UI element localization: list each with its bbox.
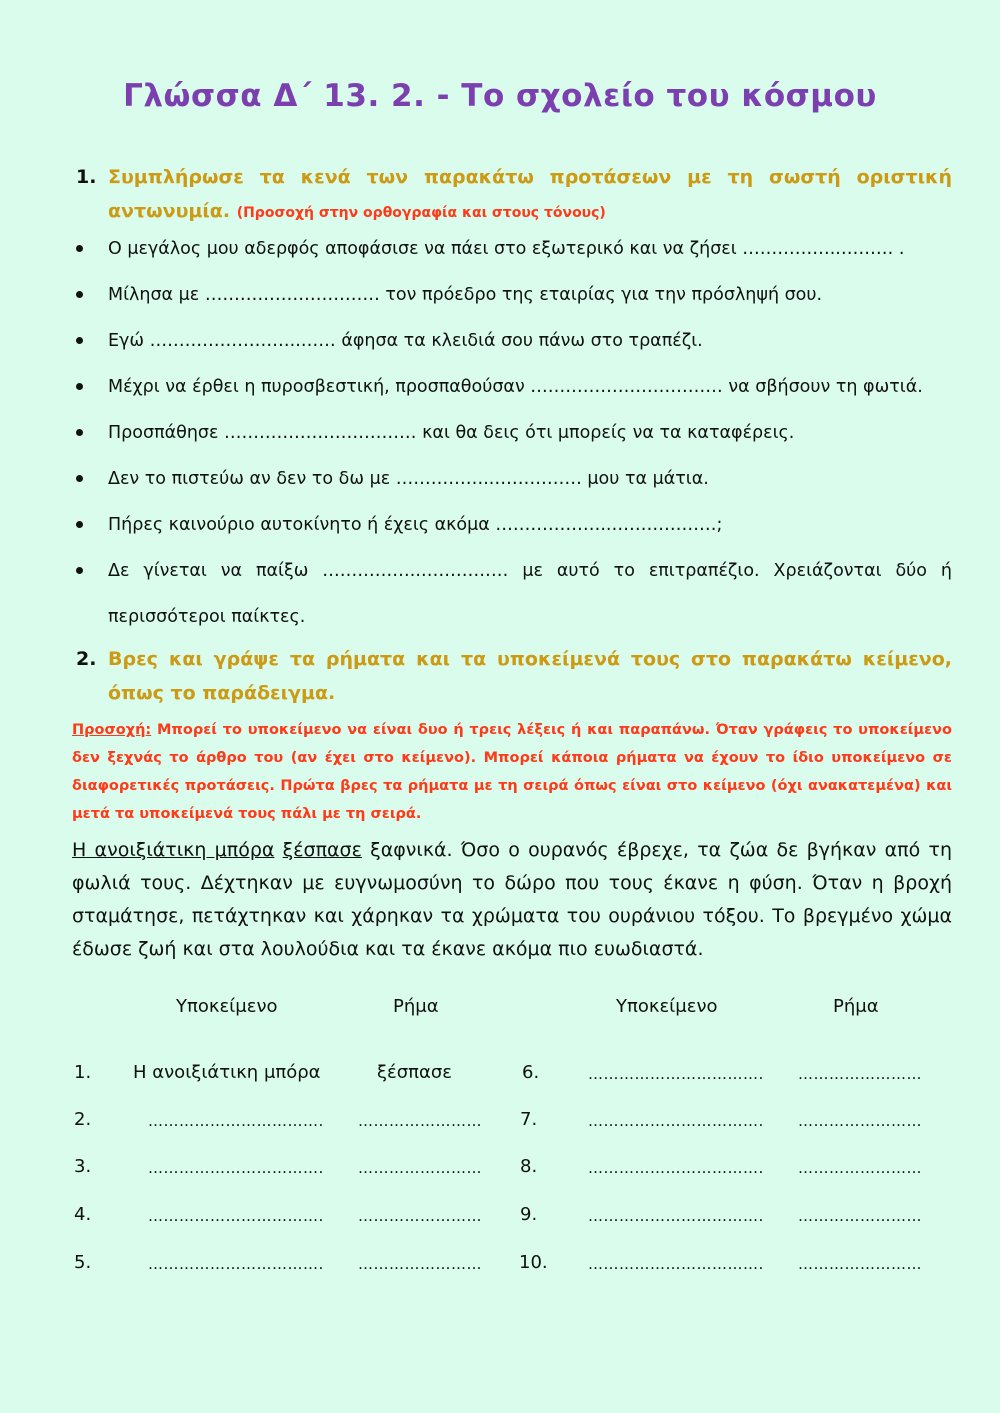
passage-verb-example: ξέσπασε	[282, 839, 362, 861]
row-verb: ξέσπασε	[377, 1062, 453, 1083]
row-subject: …………………………….	[588, 1159, 764, 1177]
bullet-icon	[76, 383, 83, 390]
sentence-text: Πήρες καινούριο αυτοκίνητο ή έχεις ακόμα ………………..………………;	[108, 515, 723, 535]
question-2-instruction: Βρες και γράψε τα ρήματα και τα υποκείμενά τους στο παρακάτω κείμενο, όπως το παράδειγμα.	[108, 648, 952, 704]
list-item	[76, 318, 952, 364]
header-subject-left: Υποκείμενο	[176, 996, 278, 1017]
header-verb-left: Ρήμα	[393, 996, 439, 1017]
row-verb: ……………………	[358, 1159, 482, 1177]
list-item	[76, 364, 952, 410]
passage-subject-example: Η ανοιξιάτικη μπόρα	[72, 839, 275, 861]
question-1-sentences	[76, 226, 952, 640]
question-1-instruction: Συμπλήρωσε τα κενά των παρακάτω προτάσεων με τη σωστή οριστική αντωνυμία.	[108, 166, 952, 222]
bullet-icon	[76, 567, 83, 574]
row-verb: ……………………	[798, 1159, 922, 1177]
header-subject-right: Υποκείμενο	[616, 996, 718, 1017]
sentence-text: Δε γίνεται να παίξω ……………..…………… με αυτό το επιτραπέζιο. Χρειάζονται δύο ή περισσότεροι παίκτες.	[108, 561, 952, 627]
list-item	[76, 548, 952, 640]
bullet-icon	[76, 475, 83, 482]
row-subject: …………………………….	[588, 1065, 764, 1083]
passage-text: ξαφνικά. Όσο ο ουρανός έβρεχε, τα ζώα δε βγήκαν από τη φωλιά τους. Δέχτηκαν με ευγνωμοσύνη το δώρο που τους έκανε η φύση. Όταν η βροχή σταμάτησε, πετάχτηκαν και χάρηκαν τα χρώματα του ουράνιου τόξου. Το βρεγμένο χώμα έδωσε ζωή και στα λουλούδια και τα έκανε ακόμα πιο ευωδιαστά.	[72, 839, 952, 960]
list-item	[76, 410, 952, 456]
question-1-number: 1.	[76, 166, 97, 188]
row-verb: ……………………	[798, 1207, 922, 1225]
list-item	[76, 272, 952, 318]
row-number: 1.	[74, 1062, 92, 1083]
question-2-number: 2.	[76, 648, 97, 670]
bullet-icon	[76, 337, 83, 344]
reading-passage	[72, 834, 952, 966]
row-number: 3.	[74, 1156, 92, 1177]
row-subject: …………………………….	[148, 1207, 324, 1225]
header-verb-right: Ρήμα	[833, 996, 879, 1017]
row-number: 6.	[522, 1062, 540, 1083]
row-subject: …………………………….	[148, 1112, 324, 1130]
row-subject: …………………………….	[148, 1255, 324, 1273]
question-1-header	[76, 160, 952, 230]
row-verb: ……………………	[798, 1255, 922, 1273]
sentence-text: Προσπάθησε …………………………… και θα δεις ότι μπορείς να τα καταφέρεις.	[108, 423, 795, 443]
list-item	[76, 456, 952, 502]
page-title: Γλώσσα Δ΄ 13. 2. - Το σχολείο του κόσμου	[123, 78, 877, 114]
row-number: 9.	[520, 1204, 538, 1225]
row-subject: …………………………….	[148, 1159, 324, 1177]
row-verb: ……………………	[798, 1065, 922, 1083]
bullet-icon	[76, 429, 83, 436]
list-item	[76, 502, 952, 548]
row-subject: Η ανοιξιάτικη μπόρα	[133, 1062, 321, 1083]
row-verb: ……………………	[358, 1255, 482, 1273]
warning-label: Προσοχή:	[72, 722, 152, 738]
row-verb: ……………………	[358, 1207, 482, 1225]
row-subject: …………………………….	[588, 1255, 764, 1273]
row-number: 7.	[520, 1109, 538, 1130]
sentence-text: Μέχρι να έρθει η πυροσβεστική, προσπαθούσαν …………………………… να σβήσουν τη φωτιά.	[108, 377, 923, 397]
list-item	[76, 226, 952, 272]
question-1-note: (Προσοχή στην ορθογραφία και στους τόνους)	[236, 205, 606, 221]
bullet-icon	[76, 291, 83, 298]
bullet-icon	[76, 245, 83, 252]
row-number: 5.	[74, 1252, 92, 1273]
row-number: 4.	[74, 1204, 92, 1225]
sentence-text: Εγώ ……………………..…… άφησα τα κλειδιά σου πάνω στο τραπέζι.	[108, 331, 703, 351]
row-number: 10.	[519, 1252, 548, 1273]
row-verb: ……………………	[358, 1112, 482, 1130]
sentence-text: Μίλησα με ………………………… τον πρόεδρο της εταιρίας για την πρόσληψή σου.	[108, 285, 823, 305]
row-verb: ……………………	[798, 1112, 922, 1130]
sentence-text: Ο μεγάλος μου αδερφός αποφάσισε να πάει στο εξωτερικό και να ζήσει ……………..……… .	[108, 239, 905, 259]
row-subject: …………………………….	[588, 1112, 764, 1130]
row-number: 2.	[74, 1109, 92, 1130]
bullet-icon	[76, 521, 83, 528]
warning-note	[72, 716, 952, 828]
row-subject: …………………………….	[588, 1207, 764, 1225]
question-2-header	[76, 642, 952, 710]
warning-text: Μπορεί το υποκείμενο να είναι δυο ή τρεις λέξεις ή και παραπάνω. Όταν γράφεις το υποκείμενο δεν ξεχνάς το άρθρο του (αν έχει στο κείμενο). Μπορεί κάποια ρήματα να έχουν το ίδιο υποκείμενο σε διαφορετικές προτάσεις. Πρώτα βρες τα ρήματα με τη σειρά όπως είναι στο κείμενο (όχι ανακατεμένα) και μετά τα υποκείμενά τους πάλι με τη σειρά.	[72, 722, 952, 822]
sentence-text: Δεν το πιστεύω αν δεν το δω με ……………..…………… μου τα μάτια.	[108, 469, 709, 489]
row-number: 8.	[520, 1156, 538, 1177]
